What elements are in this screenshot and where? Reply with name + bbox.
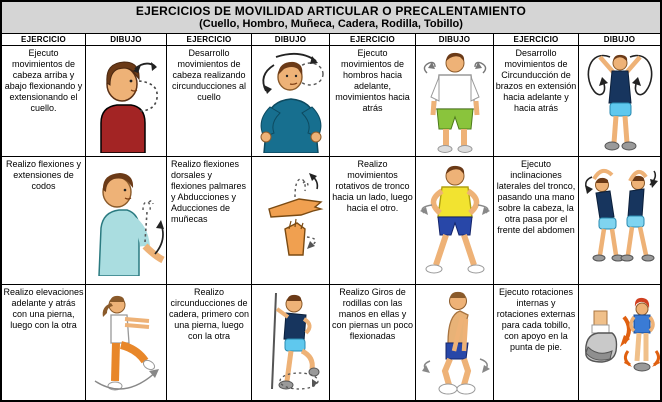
column-header-dibujo-4: DIBUJO bbox=[579, 34, 660, 46]
column-header-dibujo-2: DIBUJO bbox=[252, 34, 330, 46]
elbow-flexion-drawing bbox=[87, 166, 165, 276]
exercise-cell: Ejecuto rotaciones internas y rotaciones externas para cada tobillo, con apoyo en la punta de pie. bbox=[494, 285, 579, 400]
leg-swings-drawing bbox=[87, 289, 165, 397]
column-header-ejercicio-3: EJERCICIO bbox=[330, 34, 416, 46]
exercise-cell: Realizo Giros de rodillas con las manos en ellas y con piernas un poco flexionadas bbox=[330, 285, 416, 400]
neck-circumduction-drawing bbox=[254, 49, 328, 153]
column-header-dibujo-1: DIBUJO bbox=[86, 34, 167, 46]
table-subtitle: (Cuello, Hombro, Muñeca, Cadera, Rodilla, Tobillo) bbox=[199, 18, 463, 31]
wrist-movements-drawing bbox=[255, 169, 327, 273]
drawing-cell bbox=[579, 46, 660, 157]
exercise-cell: Realizo flexiones dorsales y flexiones palmares y Abducciones y Aducciones de muñecas bbox=[167, 157, 252, 285]
shoulder-rolls-drawing bbox=[419, 49, 491, 153]
exercise-cell: Realizo movimientos rotativos de tronco hacia un lado, luego hacia el otro. bbox=[330, 157, 416, 285]
hip-circumduction-drawing bbox=[254, 289, 328, 397]
drawing-cell bbox=[416, 285, 494, 400]
exercise-cell: Realizo elevaciones adelante y atrás con una pierna, luego con la otra bbox=[2, 285, 86, 400]
drawing-cell bbox=[252, 157, 330, 285]
lateral-trunk-bends-drawing bbox=[580, 163, 660, 279]
arm-circles-drawing bbox=[582, 49, 658, 153]
drawing-cell bbox=[416, 46, 494, 157]
column-header-dibujo-3: DIBUJO bbox=[416, 34, 494, 46]
exercise-cell: Ejecuto movimientos de hombros hacia adelante, movimientos hacia atrás bbox=[330, 46, 416, 157]
knee-circles-drawing bbox=[418, 287, 492, 399]
drawing-cell bbox=[579, 157, 660, 285]
drawing-cell bbox=[252, 285, 330, 400]
column-header-ejercicio-1: EJERCICIO bbox=[2, 34, 86, 46]
exercise-cell: Realizo flexiones y extensiones de codos bbox=[2, 157, 86, 285]
drawing-cell bbox=[252, 46, 330, 157]
exercise-cell: Ejecuto movimientos de cabeza arriba y abajo flexionando y extensionando el cuello. bbox=[2, 46, 86, 157]
drawing-cell bbox=[579, 285, 660, 400]
drawing-cell bbox=[416, 157, 494, 285]
column-header-ejercicio-4: EJERCICIO bbox=[494, 34, 579, 46]
table-title: EJERCICIOS DE MOVILIDAD ARTICULAR O PRECALENTAMIENTO bbox=[135, 4, 527, 18]
drawing-cell bbox=[86, 157, 167, 285]
drawing-cell bbox=[86, 285, 167, 400]
head-flexion-extension-drawing bbox=[87, 49, 165, 153]
ankle-rotations-drawing bbox=[580, 289, 660, 397]
exercise-cell: Desarrollo movimientos de cabeza realizando circunducciones al cuello bbox=[167, 46, 252, 157]
exercise-cell: Ejecuto inclinaciones laterales del tronco, pasando una mano sobre la cabeza, la otra pasa por el frente del abdomen bbox=[494, 157, 579, 285]
column-header-ejercicio-2: EJERCICIO bbox=[167, 34, 252, 46]
exercise-cell: Realizo circunducciones de cadera, primero con una pierna, luego con la otra bbox=[167, 285, 252, 400]
exercise-cell: Desarrollo movimientos de Circunducción de brazos en extensión hacia adelante y hacia atrás bbox=[494, 46, 579, 157]
trunk-rotation-drawing bbox=[418, 163, 492, 279]
table-title-band bbox=[2, 2, 660, 34]
table-grid bbox=[2, 34, 660, 400]
drawing-cell bbox=[86, 46, 167, 157]
